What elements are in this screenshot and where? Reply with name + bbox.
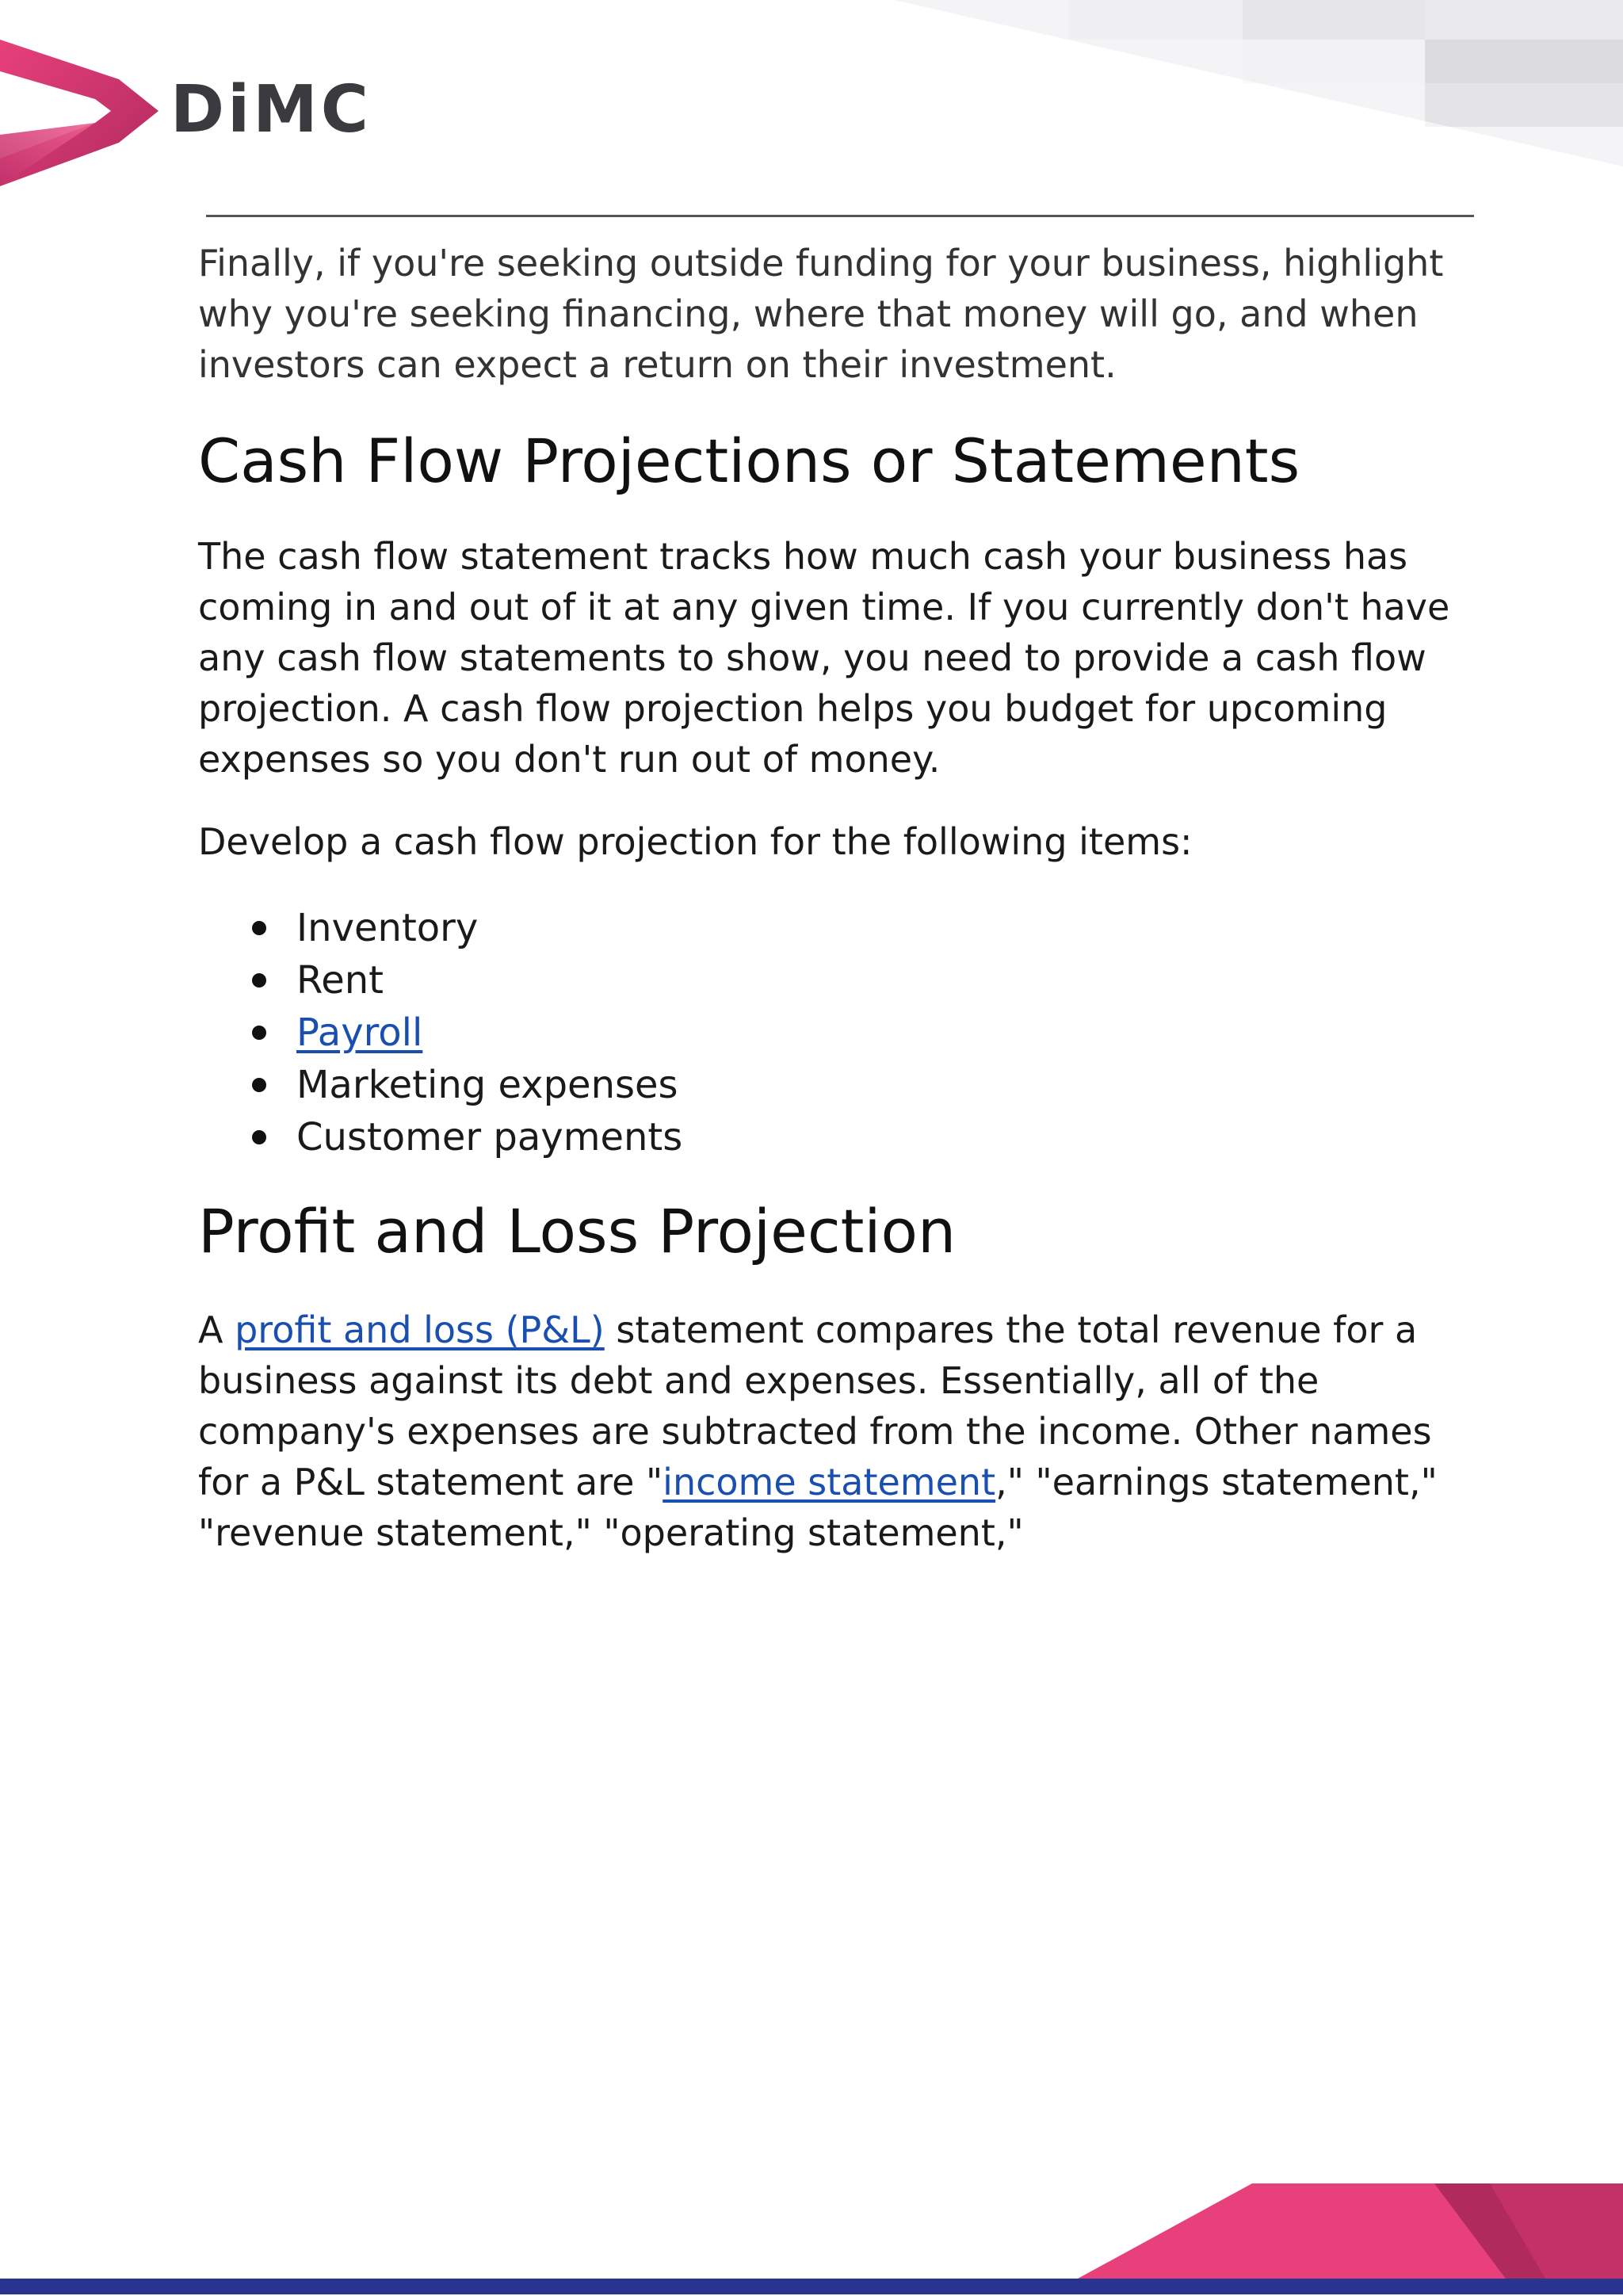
- pnl-text-end: ," "earnings statement," "revenue statement," "operating statement,": [198, 1461, 1438, 1554]
- list-item: [198, 1059, 1450, 1111]
- income-statement-link[interactable]: income statement: [663, 1461, 996, 1503]
- list-item: [198, 954, 1450, 1007]
- cashflow-items-list: [198, 902, 1450, 1163]
- list-item-label: Rent: [296, 958, 384, 1003]
- intro-paragraph: Finally, if you're seeking outside funding for your business, highlight why you're seeking financing, where that money will go, and when investors can expect a return on their investment.: [198, 242, 1444, 386]
- list-item-label: Marketing expenses: [296, 1063, 678, 1107]
- profit-and-loss-link[interactable]: profit and loss (P&L): [235, 1308, 605, 1351]
- list-item-label: Customer payments: [296, 1115, 683, 1159]
- cashflow-lead: Develop a cash flow projection for the following items:: [198, 820, 1193, 863]
- header-divider: [206, 215, 1474, 217]
- footer-decoration: [0, 2161, 1623, 2296]
- list-item: [198, 902, 1450, 954]
- list-item-label: Inventory: [296, 906, 479, 950]
- bullet-icon: [252, 921, 266, 935]
- header-decoration: [894, 0, 1623, 182]
- list-item: [198, 1111, 1450, 1163]
- document-content: [198, 238, 1450, 1558]
- pnl-text-mid: statement compares the total revenue for a business against its debt and expenses. Essentially, all of the company's expenses are subtracted from the income. Other names for a P&L statement are ": [198, 1308, 1432, 1503]
- pnl-text-start: A: [198, 1308, 235, 1351]
- bullet-icon: [252, 1078, 266, 1092]
- pnl-paragraph: [198, 1305, 1450, 1558]
- pnl-heading: Profit and Loss Projection: [198, 1196, 957, 1266]
- bullet-icon: [252, 973, 266, 988]
- payroll-link[interactable]: Payroll: [296, 1010, 423, 1055]
- dimc-logo-icon: [0, 24, 166, 198]
- brand-name: DiMC: [170, 72, 372, 147]
- cashflow-paragraph: The cash flow statement tracks how much cash your business has coming in and out of it at any given time. If you currently don't have any cash flow statements to show, you need to provide a cash flow projection. A cash flow projection helps you budget for upcoming expenses so you don't run out of money.: [198, 535, 1450, 781]
- bullet-icon: [252, 1130, 266, 1144]
- bullet-icon: [252, 1026, 266, 1040]
- cashflow-heading: Cash Flow Projections or Statements: [198, 426, 1300, 496]
- list-item: [198, 1007, 1450, 1059]
